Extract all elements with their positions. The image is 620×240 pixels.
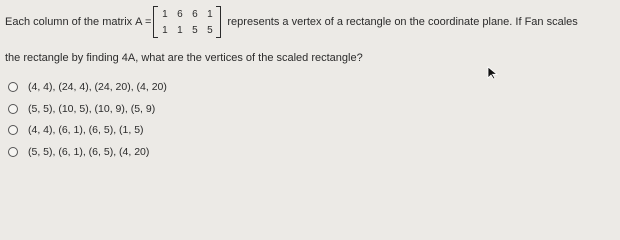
answer-option-1[interactable]	[8, 77, 167, 97]
answer-options	[8, 77, 167, 163]
question-text-before-matrix: Each column of the matrix	[5, 16, 133, 28]
answer-option-3[interactable]	[8, 120, 167, 140]
answer-option-label: (5, 5), (10, 5), (10, 9), (5, 9)	[28, 102, 156, 115]
matrix-cell: 1	[207, 8, 213, 20]
mouse-pointer-icon	[487, 66, 501, 80]
radio-button[interactable]	[8, 147, 18, 157]
matrix-cell: 5	[192, 24, 198, 36]
matrix-cell: 6	[177, 8, 183, 20]
question-text-after-matrix: represents a vertex of a rectangle on the coordinate plane. If Fan scales	[227, 16, 578, 28]
answer-option-4[interactable]	[8, 142, 167, 162]
radio-button[interactable]	[8, 82, 18, 92]
answer-option-2[interactable]	[8, 99, 167, 119]
matrix-cell: 5	[207, 24, 213, 36]
radio-button[interactable]	[8, 104, 18, 114]
answer-option-label: (4, 4), (24, 4), (24, 20), (4, 20)	[28, 81, 167, 93]
matrix-a	[153, 6, 221, 38]
matrix-cell: 1	[162, 24, 168, 36]
matrix-cell: 1	[177, 24, 183, 36]
question-line-1	[5, 2, 617, 42]
radio-button[interactable]	[8, 125, 18, 135]
question-line-2: the rectangle by finding 4A, what are the vertices of the scaled rectangle?	[5, 52, 363, 64]
matrix-label: A =	[135, 16, 152, 28]
matrix-cell: 6	[192, 8, 198, 20]
answer-option-label: (5, 5), (6, 1), (6, 5), (4, 20)	[28, 145, 150, 158]
matrix-cell: 1	[162, 8, 168, 20]
answer-option-label: (4, 4), (6, 1), (6, 5), (1, 5)	[28, 124, 144, 136]
